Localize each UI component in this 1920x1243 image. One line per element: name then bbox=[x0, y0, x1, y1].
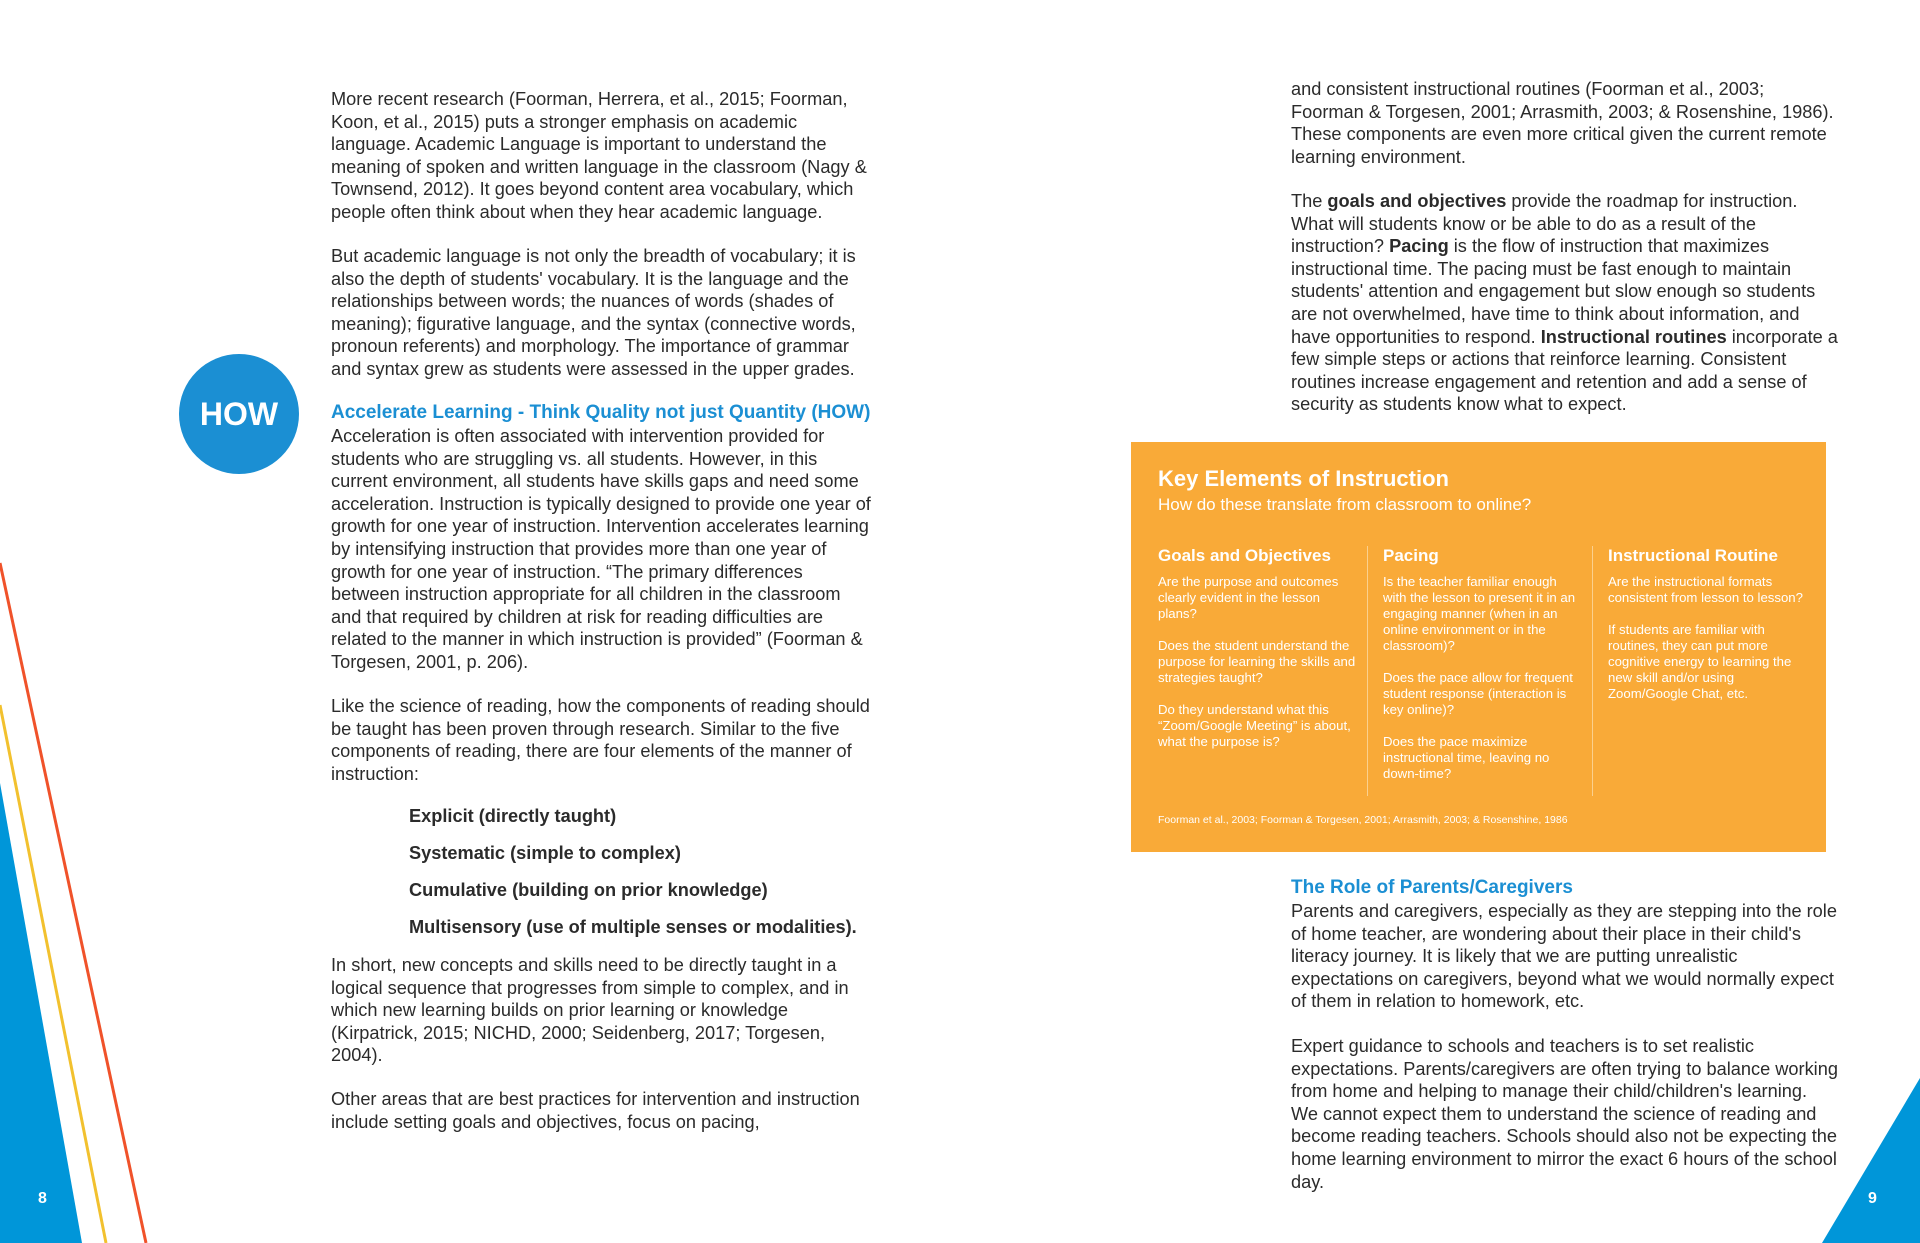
column-item: Are the instructional formats consistent from lesson to lesson? bbox=[1608, 574, 1803, 605]
list-item: Cumulative (building on prior knowledge) bbox=[409, 880, 768, 900]
column-routine bbox=[1608, 548, 1808, 718]
paragraph: Acceleration is often associated with intervention provided for students who are struggling vs. all students. However, in this current environment, all students have skills gaps and need some acceleration. Instruction is typically designed to provide one year of growth for one year of instruction. Intervention accelerates learning by intensifying instruction that provides more than one year of growth for one year of instruction. “The primary differences between instruction appropriate for all children in the classroom and that required by children at risk for reading difficulties are related to the manner in which instruction is provided” (Foorman & Torgesen, 2001, p. 206). bbox=[331, 426, 871, 672]
column-item: If students are familiar with routines, they can put more cognitive energy to learning the new skill and/or using Zoom/Google Chat, etc. bbox=[1608, 622, 1792, 701]
paragraph: Like the science of reading, how the components of reading should be taught has been proven through research. Similar to the five components of reading, there are four elements of the manner of instruction: bbox=[331, 696, 870, 784]
column-heading: Instructional Routine bbox=[1608, 546, 1778, 565]
paragraph: Other areas that are best practices for intervention and instruction include setting goals and objectives, focus on pacing, bbox=[331, 1089, 860, 1132]
section-heading: The Role of Parents/Caregivers bbox=[1291, 877, 1573, 898]
column-item: Do they understand what this “Zoom/Google Meeting” is about, what the purpose is? bbox=[1158, 702, 1351, 749]
column-item: Does the student understand the purpose for learning the skills and strategies taught? bbox=[1158, 638, 1356, 685]
paragraph: and consistent instructional routines (Foorman et al., 2003; Foorman & Torgesen, 2001; Arrasmith, 2003; & Rosenshine, 1986). These components are even more critical given the current remote learning environment. bbox=[1291, 79, 1834, 167]
column-divider bbox=[1592, 546, 1593, 796]
list-item: Explicit (directly taught) bbox=[409, 806, 617, 826]
column-heading: Goals and Objectives bbox=[1158, 546, 1331, 565]
paragraph: In short, new concepts and skills need to be directly taught in a logical sequence that progresses from simple to complex, and in which new learning builds on prior learning or knowledge (Kirpatrick, 2015; NICHD, 2000; Seidenberg, 2017; Torgesen, 2004). bbox=[331, 955, 849, 1066]
column-goals bbox=[1158, 548, 1358, 766]
column-pacing bbox=[1383, 548, 1583, 798]
section-heading: Accelerate Learning - Think Quality not just Quantity (HOW) bbox=[331, 402, 871, 423]
column-item: Does the pace maximize instructional time, leaving no down-time? bbox=[1383, 734, 1550, 781]
paragraph: The goals and objectives provide the roadmap for instruction. What will students know or be able to do as a result of the instruction? Pacing is the flow of instruction that maximizes instructional time. The pacing must be fast enough to maintain students' attention and engagement but slow enough so students are not overwhelmed, have time to think about information, and have opportunities to respond. Instructional routines incorporate a few simple steps or actions that reinforce learning. Consistent routines increase engagement and retention and add a sense of security as students know what to expect. bbox=[1291, 191, 1838, 415]
box-source: Foorman et al., 2003; Foorman & Torgesen, 2001; Arrasmith, 2003; & Rosenshine, 1986 bbox=[1158, 814, 1568, 826]
page-number-right: 9 bbox=[1868, 1190, 1877, 1207]
column-item: Does the pace allow for frequent student response (interaction is key online)? bbox=[1383, 670, 1573, 717]
left-blue-triangle bbox=[0, 783, 82, 1243]
list-item: Multisensory (use of multiple senses or modalities). bbox=[409, 917, 857, 937]
paragraph: Expert guidance to schools and teachers is to set realistic expectations. Parents/caregivers are often trying to balance working from home and helping to manage their child/children's learning. We cannot expect them to understand the science of reading and become reading teachers. Schools should also not be expecting the home learning environment to mirror the exact 6 hours of the school day. bbox=[1291, 1036, 1838, 1192]
column-item: Are the purpose and outcomes clearly evident in the lesson plans? bbox=[1158, 574, 1339, 621]
key-elements-box bbox=[1131, 442, 1826, 852]
box-subtitle: How do these translate from classroom to online? bbox=[1158, 495, 1532, 514]
column-divider bbox=[1367, 546, 1368, 796]
paragraph: Parents and caregivers, especially as they are stepping into the role of home teacher, are wondering about their place in their child's literacy journey. It is likely that we are putting unrealistic expectations on caregivers, beyond what we would normally expect of them in relation to homework, etc. bbox=[1291, 901, 1837, 1012]
column-heading: Pacing bbox=[1383, 546, 1439, 565]
list-item: Systematic (simple to complex) bbox=[409, 843, 681, 863]
how-badge: HOW bbox=[179, 354, 299, 474]
paragraph: More recent research (Foorman, Herrera, et al., 2015; Foorman, Koon, et al., 2015) puts a stronger emphasis on academic language. Academic Language is important to understand the meaning of spoken and written language in the classroom (Nagy & Townsend, 2012). It goes beyond content area vocabulary, which people often think about when they hear academic language. bbox=[331, 89, 867, 222]
page-number-left: 8 bbox=[38, 1190, 47, 1207]
box-title: Key Elements of Instruction bbox=[1158, 466, 1449, 491]
column-item: Is the teacher familiar enough with the lesson to present it in an engaging manner (when in an online environment or in the classroom)? bbox=[1383, 574, 1576, 653]
paragraph: But academic language is not only the breadth of vocabulary; it is also the depth of students' vocabulary. It is the language and the relationships between words; the nuances of words (shades of meaning); figurative language, and the syntax (connective words, pronoun referents) and morphology. The importance of grammar and syntax grew as students were assessed in the upper grades. bbox=[331, 246, 856, 379]
